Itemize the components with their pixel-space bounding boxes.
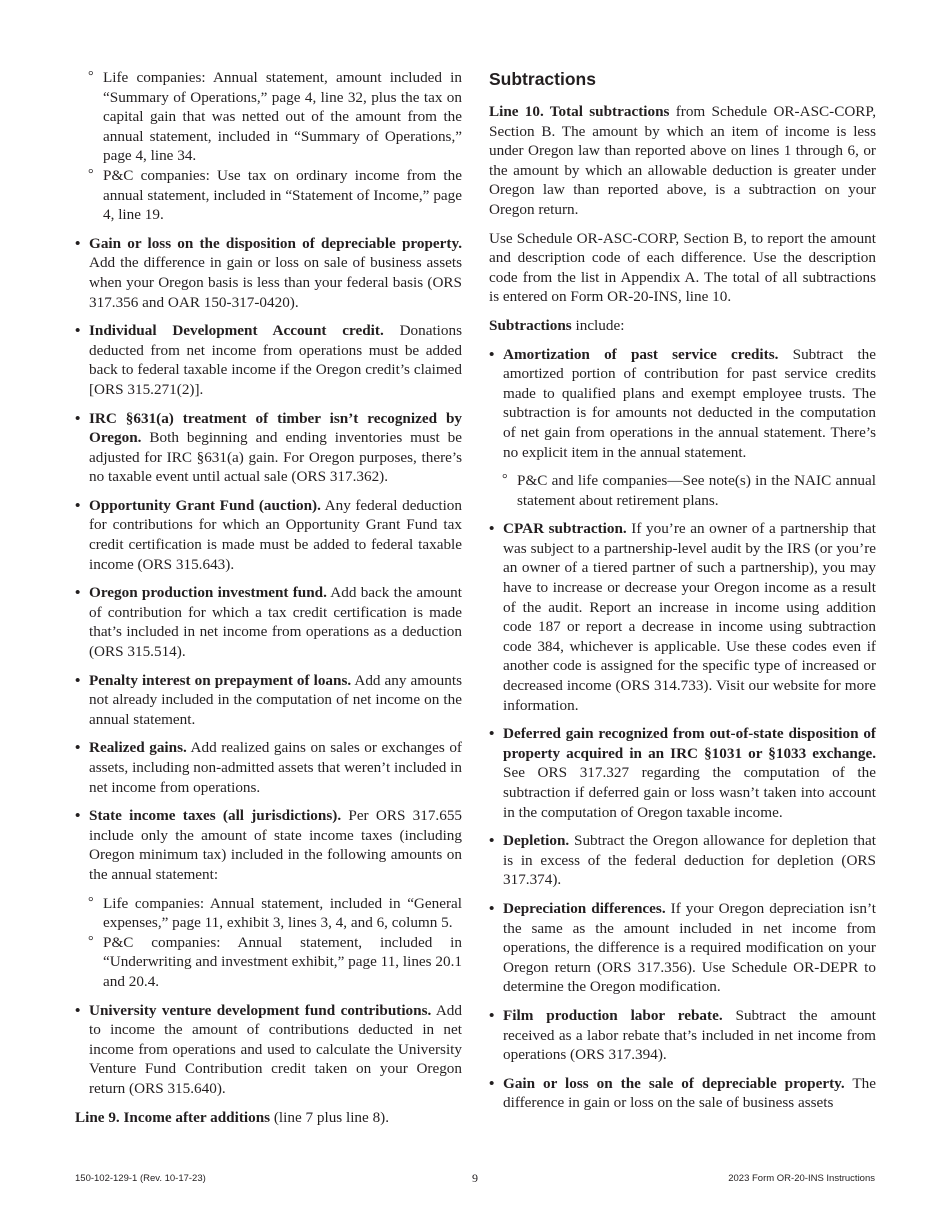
right-column <box>489 68 876 1122</box>
top-sub-list <box>75 68 462 225</box>
bullet-penalty-interest: • Penalty interest on prepayment of loans. Add any amounts not already included in the computation of net income on the annual statement. <box>75 671 462 730</box>
sub-item-pc-life-retirement-plans: ° P&C and life companies—See note(s) in the NAIC annual statement about retirement plans. <box>489 471 876 510</box>
bullet-realized-gains: • Realized gains. Add realized gains on sales or exchanges of assets, including non-admitted assets that weren’t included in net income from operations. <box>75 738 462 797</box>
bullet-state-income-taxes: • State income taxes (all jurisdictions). Per ORS 317.655 include only the amount of state income taxes (including Oregon minimum tax) included in the following amounts on the annual statement: <box>75 806 462 884</box>
footer-page-number: 9 <box>472 1171 478 1185</box>
bullet-cpar-subtraction: • CPAR subtraction. If you’re an owner of a partnership that was subject to a partnership-level audit by the IRS (or you’re an owner of a tiered partner of such a partnership), you may have to increase or decrease your Oregon income as a result of the audit. Report an increase in income using addition code 187 or report a decrease in income using subtraction code 384, whichever is applicable. Use these codes even if another code is assigned for the specific type of increased or decreased income (ORS 314.733). Visit our website for more information. <box>489 519 876 715</box>
sub-item-life-companies: ° Life companies: Annual statement, amount included in “Summary of Operations,” page 4, line 32, plus the tax on capital gain that was netted out of the amount from the annual statement, included in “Summary of Operations,” page 4, line 34. <box>75 68 462 166</box>
amortization-sub-list <box>489 471 876 510</box>
bullet-university-venture-fund: • University venture development fund contributions. Add to income the amount of contributions deducted in net income from operations and used to calculate the University Venture Fund Contribution credit taken on your Oregon return (ORS 315.640). <box>75 1001 462 1099</box>
bullet-amortization-past-service: • Amortization of past service credits. Subtract the amortized portion of contribution for past service credits made to qualified plans and exempt employee trusts. The subtraction is for amounts not deducted in the computation of net gain from operations in the annual statement. There’s no explicit item in the annual statement. <box>489 345 876 463</box>
paragraph-schedule-usage: Use Schedule OR-ASC-CORP, Section B, to report the amount and description code of each difference. Use the description code from the list in Appendix A. The total of all subtractions is entered on Form OR-20-INS, line 10. <box>489 229 876 306</box>
bullet-individual-development-account: • Individual Development Account credit. Donations deducted from net income from operations must be added back to federal taxable income if the Oregon credit’s claimed [ORS 315.271(2)]. <box>75 321 462 399</box>
bullet-gain-loss-sale-depreciable: • Gain or loss on the sale of depreciable property. The difference in gain or loss on the sale of business assets <box>489 1074 876 1113</box>
line-10-total-subtractions: Line 10. Total subtractions from Schedule OR-ASC-CORP, Section B. The amount by which an item of income is less under Oregon law than reported above on lines 1 through 6, or the amount by which an allowable deduction is greater under Oregon law than reported above, is a subtraction on your Oregon return. <box>489 103 876 218</box>
bullet-depreciation-differences: • Depreciation differences. If your Oregon depreciation isn’t the same as the amount included in net income from operations, the difference is a required modification on your Oregon return (ORS 317.356). Use Schedule OR-DEPR to determine the Oregon modification. <box>489 899 876 997</box>
sub-item-pc-companies: ° P&C companies: Use tax on ordinary income from the annual statement, included in “Statement of Income,” page 4, line 19. <box>75 166 462 225</box>
line-9-income-after-additions: Line 9. Income after additions (line 7 plus line 8). <box>75 1108 390 1126</box>
bullet-deferred-gain-1031-1033: • Deferred gain recognized from out-of-state disposition of property acquired in an IRC §1031 or §1033 exchange. See ORS 317.327 regarding the computation of the subtraction if deferred gain or loss wasn’t taken into account in the computation of Oregon taxable income. <box>489 724 876 822</box>
sub-item-pc-companies-underwriting: ° P&C companies: Annual statement, included in “Underwriting and investment exhibit,” page 11, lines 20.1 and 20.4. <box>75 933 462 992</box>
subtractions-include-intro: Subtractions include: <box>489 316 625 334</box>
bullet-opportunity-grant-fund: • Opportunity Grant Fund (auction). Any federal deduction for contributions for which an Opportunity Grant Fund tax credit certification is made must be added to federal taxable income (ORS 315.643). <box>75 496 462 574</box>
footer-form-title: 2023 Form OR-20-INS Instructions <box>728 1173 875 1184</box>
state-tax-sub-list <box>75 894 462 992</box>
bullet-irc-631a-timber: • IRC §631(a) treatment of timber isn’t recognized by Oregon. Both beginning and ending inventories must be adjusted for IRC §631(a) gain. For Oregon purposes, there’s no taxable event until actual sale (ORS 317.362). <box>75 409 462 487</box>
left-column <box>75 68 462 1136</box>
bullet-gain-loss-disposition: • Gain or loss on the disposition of depreciable property. Add the difference in gain or loss on sale of business assets when your Oregon basis is less than your federal basis (ORS 317.356 and OAR 150-317-0420). <box>75 234 462 312</box>
footer-form-number: 150-102-129-1 (Rev. 10-17-23) <box>75 1173 206 1184</box>
bullet-depletion: • Depletion. Subtract the Oregon allowance for depletion that is in excess of the federal deduction for depletion (ORS 317.374). <box>489 831 876 890</box>
bullet-film-production-labor-rebate: • Film production labor rebate. Subtract the amount received as a labor rebate that’s included in net income from operations (ORS 317.394). <box>489 1006 876 1065</box>
bullet-oregon-production-investment-fund: • Oregon production investment fund. Add back the amount of contribution for which a tax credit certification is made that’s included in net income from operations as a deduction (ORS 315.514). <box>75 583 462 661</box>
sub-item-life-companies-general-expenses: ° Life companies: Annual statement, included in “General expenses,” page 11, exhibit 3, lines 3, 4, and 6, column 5. <box>75 894 462 933</box>
section-heading-subtractions: Subtractions <box>489 69 596 89</box>
